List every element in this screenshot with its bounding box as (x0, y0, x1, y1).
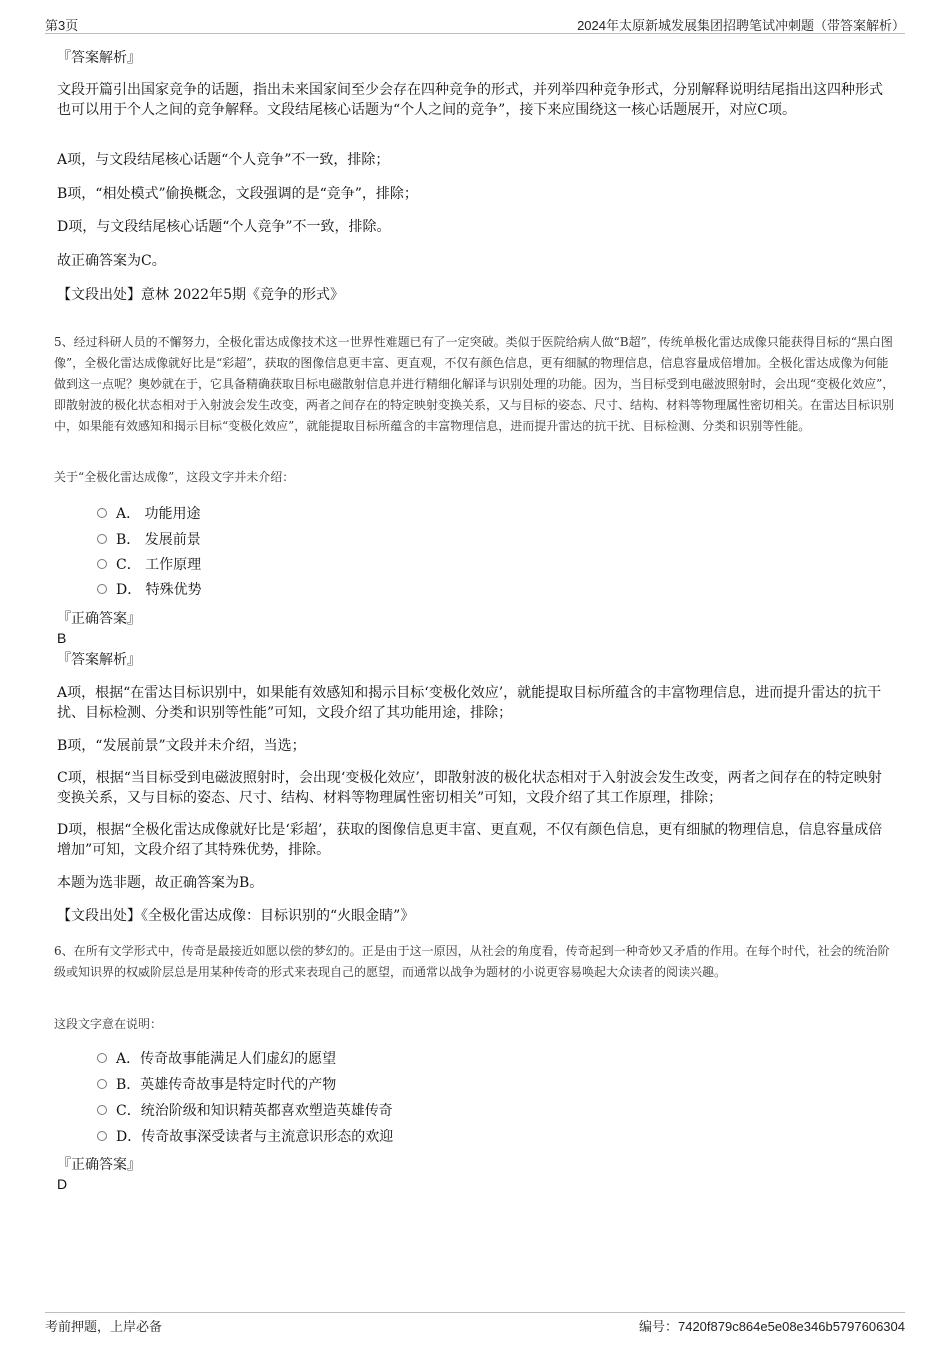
q5-analysis-a: A项，根据“在雷达目标识别中，如果能有效感知和揭示目标‘变极化效应’，就能提取目标所蕴含的丰富物理信息，进而提升雷达的抗干扰、目标检测、分类和识别等性能”可知，文段介绍了其功能用途，排除； (57, 685, 882, 721)
q5-analysis-label: 『答案解析』 (57, 652, 141, 668)
q4-analysis-paragraph: 文段开篇引出国家竞争的话题，指出未来国家间至少会存在四种竞争的形式，并列举四种竞争形式，分别解释说明结尾指出这四种形式也可以用于个人之间的竞争解释。文段结尾核心话题为“个人之间的竞争”，接下来应围绕这一核心话题展开，对应C项。 (57, 82, 883, 118)
q6-option-a[interactable] (97, 1049, 336, 1069)
radio-icon[interactable] (97, 559, 107, 569)
q6-answer-label: 『正确答案』 (57, 1157, 141, 1173)
q5-option-a[interactable] (97, 504, 201, 524)
radio-icon[interactable] (97, 1079, 107, 1089)
document-title: 2024年太原新城发展集团招聘笔试冲刺题（带答案解析） (577, 18, 905, 33)
footer-code-value: 7420f879c864e5e08e346b5797606304 (677, 1319, 905, 1334)
q6-option-d[interactable] (97, 1127, 393, 1147)
q6-prompt: 这段文字意在说明： (54, 1017, 163, 1031)
q4-analysis-d: D项，与文段结尾核心话题“个人竞争”不一致，排除。 (57, 219, 391, 235)
q4-analysis-a: A项，与文段结尾核心话题“个人竞争”不一致，排除； (57, 152, 390, 168)
radio-icon[interactable] (97, 1053, 107, 1063)
q5-analysis-c: C项，根据“当目标受到电磁波照射时，会出现‘变极化效应’，即散射波的极化状态相对于入射波会发生改变，两者之间存在的特定映射变换关系，又与目标的姿态、尺寸、结构、材料等物理属性密切相关”可知，文段介绍了其工作原理，排除； (57, 770, 882, 806)
q6-stem: 6、在所有文学形式中，传奇是最接近如愿以偿的梦幻的。正是由于这一原因，从社会的角度看，传奇起到一种奇妙又矛盾的作用。在每个时代，社会的统治阶级或知识界的权威阶层总是用某种传奇的形式来表现自己的愿望，而通常以战争为题材的小说更容易唤起大众读者的阅读兴趣。 (54, 944, 890, 979)
q6-option-b-label: B．英雄传奇故事是特定时代的产物 (116, 1077, 337, 1093)
q4-analysis-b: B项，“相处模式”偷换概念，文段强调的是“竞争”，排除； (57, 186, 418, 202)
radio-icon[interactable] (97, 534, 107, 544)
q5-option-c[interactable] (97, 555, 201, 575)
radio-icon[interactable] (97, 1131, 107, 1141)
footer-code-label: 编号： (638, 1319, 678, 1334)
q4-analysis-label: 『答案解析』 (57, 50, 141, 66)
q5-prompt: 关于“全极化雷达成像”，这段文字并未介绍： (54, 470, 295, 484)
radio-icon[interactable] (97, 1105, 107, 1115)
page-footer (45, 1312, 905, 1335)
q5-answer-label: 『正确答案』 (57, 611, 141, 627)
q6-option-d-label: D．传奇故事深受读者与主流意识形态的欢迎 (116, 1129, 394, 1145)
q6-option-b[interactable] (97, 1075, 336, 1095)
q5-option-c-label: C． 工作原理 (116, 557, 202, 573)
q4-source: 【文段出处】意林 2022年5期《竞争的形式》 (57, 287, 344, 303)
q6-option-c[interactable] (97, 1101, 393, 1121)
q6-option-c-label: C．统治阶级和知识精英都喜欢塑造英雄传奇 (116, 1103, 393, 1119)
q5-option-a-label: A． 功能用途 (116, 506, 201, 522)
page-number: 第3页 (45, 18, 79, 33)
page-header (45, 13, 905, 34)
q5-option-b-label: B． 发展前景 (116, 532, 201, 548)
footer-slogan: 考前押题，上岸必备 (45, 1319, 163, 1334)
q6-option-a-label: A．传奇故事能满足人们虚幻的愿望 (116, 1051, 337, 1067)
q5-stem: 5、经过科研人员的不懈努力，全极化雷达成像技术这一世界性难题已有了一定突破。类似于医院给病人做“B超”，传统单极化雷达成像只能获得目标的“黑白图像”，全极化雷达成像就好比是“彩超”，获取的图像信息更丰富、更直观，不仅有颜色信息，更有细腻的物理信息，信息容量成倍增加。全极化雷达成像为何能做到这一点呢？奥妙就在于，它具备精确获取目标电磁散射信息并进行精细化解译与识别处理的功能。因为，当目标受到电磁波照射时，会出现“变极化效应”，即散射波的极化状态相对于入射波会发生改变，两者之间存在的特定映射变换关系，又与目标的姿态、尺寸、结构、材料等物理属性密切相关。在雷达目标识别中，如果能有效感知和揭示目标“变极化效应”，就能提取目标所蕴含的丰富物理信息，进而提升雷达的抗干扰、目标检测、分类和识别等性能。 (54, 335, 895, 433)
footer-code (639, 1316, 905, 1335)
q5-option-d[interactable] (97, 580, 202, 600)
q5-analysis-d: D项，根据“全极化雷达成像就好比是‘彩超’，获取的图像信息更丰富、更直观，不仅有颜色信息，更有细腻的物理信息，信息容量成倍增加”可知，文段介绍了其特殊优势，排除。 (57, 822, 883, 858)
q4-conclusion: 故正确答案为C。 (57, 253, 166, 269)
q5-analysis-b: B项，“发展前景”文段并未介绍，当选； (57, 738, 306, 754)
q5-option-d-label: D． 特殊优势 (116, 582, 202, 598)
q6-answer: D (57, 1176, 68, 1192)
radio-icon[interactable] (97, 584, 107, 594)
q5-answer: B (57, 630, 67, 646)
q5-source: 【文段出处】《全极化雷达成像：目标识别的“火眼金睛”》 (57, 908, 415, 924)
q5-conclusion: 本题为选非题，故正确答案为B。 (57, 875, 264, 891)
q5-option-b[interactable] (97, 530, 201, 550)
radio-icon[interactable] (97, 508, 107, 518)
